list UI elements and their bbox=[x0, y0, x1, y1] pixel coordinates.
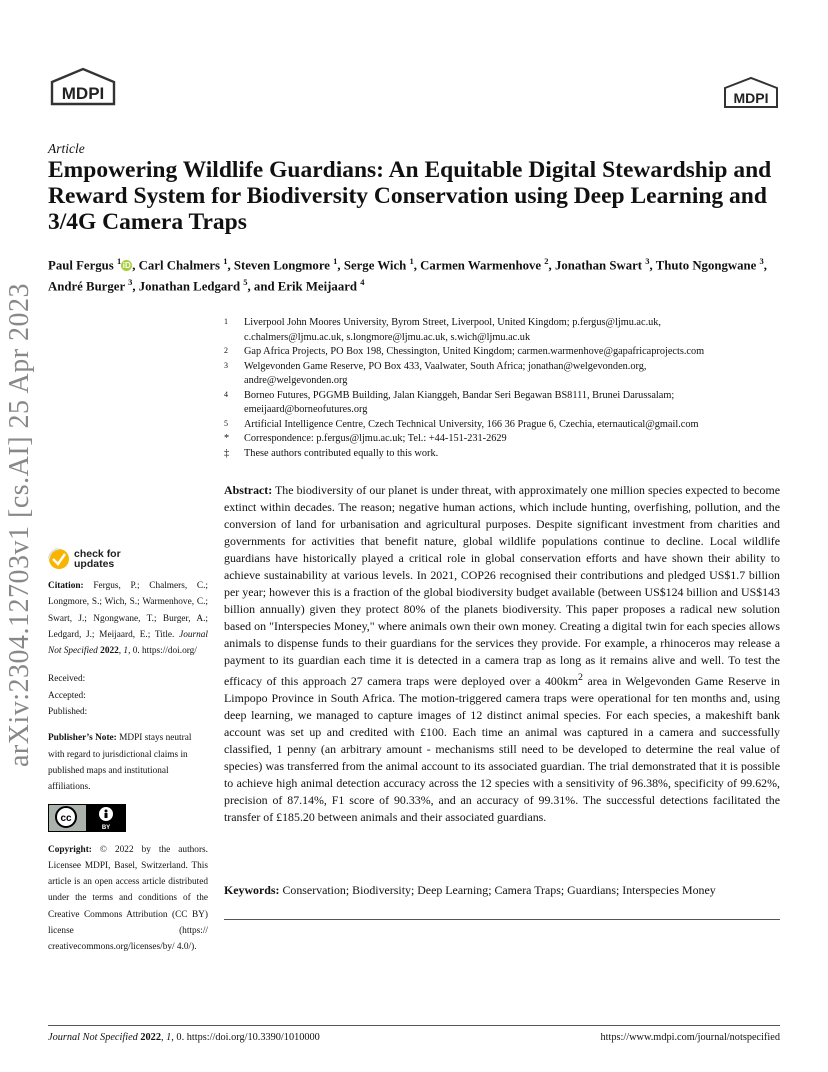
footer-divider bbox=[48, 1025, 780, 1026]
author-name: Thuto Ngongwane bbox=[655, 258, 760, 273]
affiliation-line: emeijaard@borneofutures.org bbox=[244, 404, 368, 415]
publisher-note-text: MDPI stays neutral with regard to jurisdictional claims in published maps and institutional affiliations. bbox=[48, 733, 192, 793]
author-affiliation-mark: 1 bbox=[409, 256, 414, 266]
affiliation-line: These authors contributed equally to this work. bbox=[244, 447, 439, 459]
publisher-note-label: Publisher’s Note: bbox=[48, 733, 117, 744]
author-name: Carl Chalmers bbox=[138, 258, 224, 273]
abstract bbox=[224, 482, 780, 826]
keywords-text: Conservation; Biodiversity; Deep Learning; Camera Traps; Guardians; Interspecies Money bbox=[282, 883, 716, 897]
affiliation-item bbox=[224, 316, 779, 345]
affiliation-mark: ‡ bbox=[224, 447, 230, 459]
date-accepted: Accepted: bbox=[48, 690, 86, 701]
footer-url[interactable]: https://www.mdpi.com/journal/notspecified bbox=[600, 1032, 780, 1043]
date-received: Received: bbox=[48, 674, 86, 685]
footer-citation: Journal Not Specified 2022, 1, 0. https://doi.org/10.3390/1010000 bbox=[48, 1032, 320, 1043]
affiliation-mark: 1 bbox=[224, 317, 228, 326]
check-updates-line1: check for bbox=[74, 547, 121, 560]
copyright-text: © 2022 by the authors. Licensee MDPI, Basel, Switzerland. This article is an open access article distributed under the terms and conditions of the Creative Commons Attribution (CC BY) license (https:// creativecommons.org/licenses/by/ 4.0/). bbox=[48, 844, 208, 953]
author-list: Paul Fergus $^1$ iD , Carl Chalmers $^1$, Steven Longmore $^1$, Serge Wich $^1$, Carmen Warmenhove $^2$, Jonathan Swart $^3$, Thuto Ngongwane $^3$, André Burger $^3$, Jonathan Ledgard $^5$, and Erik Meijaard $^4$ bbox=[48, 256, 767, 294]
keywords bbox=[224, 882, 780, 899]
affiliation-item bbox=[224, 345, 779, 360]
citation-year: 2022 bbox=[100, 646, 119, 657]
footer-journal: Journal Not Specified bbox=[48, 1032, 138, 1043]
author-name: Jonathan Ledgard bbox=[138, 279, 244, 294]
cc-badge-left: cc bbox=[60, 812, 72, 824]
citation: Citation: Fergus, P.; Chalmers, C.; Longmore, S.; Wich, S.; Warmenhove, C.; Swart, J.; Ngongwane, T.; Burger, A.; Ledgard, J.; Meijaard, E.; Title. Journal Not Specified 2022, 1, 0. https://doi.org/ bbox=[48, 581, 209, 657]
cc-by-badge[interactable] bbox=[48, 804, 208, 832]
affiliation-item bbox=[224, 432, 779, 447]
affiliation-item bbox=[224, 447, 779, 462]
affiliation-line: Correspondence: p.fergus@ljmu.ac.uk; Tel.: +44-151-231-2629 bbox=[244, 433, 507, 444]
author-affiliation-mark: 2 bbox=[544, 256, 549, 266]
author-affiliation-mark: 5 bbox=[243, 277, 248, 288]
author-name: Jonathan Swart bbox=[554, 258, 646, 273]
abstract-label: Abstract: bbox=[224, 483, 273, 497]
affiliation-mark: 2 bbox=[224, 346, 228, 355]
citation-page: , 0. bbox=[128, 646, 140, 657]
paper-title: Empowering Wildlife Guardians: An Equitable Digital Stewardship and Reward System for Biodiversity Conservation using Deep Learning and 3/4G Camera Traps bbox=[48, 157, 772, 235]
publisher-note bbox=[48, 730, 208, 795]
author-affiliation-mark: 1 bbox=[333, 256, 338, 266]
author-name: Erik Meijaard bbox=[277, 279, 361, 294]
citation-journal: Journal Not Specified bbox=[48, 629, 208, 657]
author-name: Serge Wich bbox=[343, 258, 410, 273]
affiliation-text bbox=[244, 447, 438, 462]
affiliation-item bbox=[224, 389, 779, 418]
keywords-divider bbox=[224, 919, 780, 920]
affiliation-line: Artificial Intelligence Centre, Czech Technical University, 166 36 Prague 6, Czechia, eternautical@gmail.com bbox=[244, 418, 699, 430]
check-for-updates[interactable] bbox=[48, 548, 208, 570]
dates bbox=[48, 671, 208, 720]
mdpi-logo-text-right: MDPI bbox=[733, 90, 769, 106]
affiliation-text bbox=[244, 360, 646, 389]
affiliation-item bbox=[224, 418, 779, 433]
author-affiliation-mark: 3 bbox=[759, 256, 764, 266]
cc-by-icon bbox=[48, 804, 126, 832]
abstract-part2: area in Welgevonden Game Reserve in Limpopo Province in South Africa. The motion-triggered camera traps were operational for ten months and, using deep learning, we managed to capture images of 12 distinct animal species. For each species, a makeshift bank account was set up and credited with £100. Each time an animal was captured in a camera and successfully classified, 1 penny (an arbitrary amount - mechanisms still need to be developed to determine the real value of species) was transferred from the animal account to its associated guardian. The trial demonstrated that it is possible to achieve high animal detection accuracy across the 12 species with a sensitivity of 96.38%, specificity of 99.62%, precision of 87.14%, F1 score of 90.33%, and an accuracy of 99.31%. The successful detections facilitated the transfer of £185.20 between animals and their associated guardians. bbox=[224, 673, 780, 824]
author-name: André Burger bbox=[48, 279, 129, 294]
arxiv-stamp: arXiv:2304.12703v1 [cs.AI] 25 Apr 2023 bbox=[4, 282, 35, 768]
citation-label: Citation: bbox=[48, 581, 84, 591]
affiliation-mark: 4 bbox=[224, 389, 228, 399]
check-updates-icon bbox=[48, 548, 70, 570]
footer-doi[interactable]: , 0. https://doi.org/10.3390/1010000 bbox=[171, 1032, 320, 1043]
author-affiliation-mark: 3 bbox=[128, 277, 133, 288]
citation-vol: 1 bbox=[123, 646, 129, 657]
mdpi-logo-right bbox=[722, 76, 780, 110]
affiliation-mark: * bbox=[224, 433, 230, 444]
affiliation-line: Welgevonden Game Reserve, PO Box 433, Vaalwater, South Africa; jonathan@welgevonden.org, bbox=[244, 360, 647, 372]
mdpi-logo-icon bbox=[48, 66, 118, 110]
affiliation-mark: 3 bbox=[224, 360, 228, 370]
affiliation-line: c.chalmers@ljmu.ac.uk, s.longmore@ljmu.ac.uk, s.wich@ljmu.ac.uk bbox=[244, 331, 531, 343]
cc-badge-right: BY bbox=[101, 824, 111, 831]
affiliation-text bbox=[244, 389, 674, 418]
mdpi-logo-text: MDPI bbox=[61, 84, 105, 103]
author-affiliation-mark: 4 bbox=[360, 277, 365, 288]
footer-vol: 1 bbox=[166, 1032, 172, 1043]
abstract-sup: 2 bbox=[578, 672, 583, 683]
author-name: Paul Fergus bbox=[48, 258, 117, 273]
affiliation-item bbox=[224, 360, 779, 389]
affiliation-line: Borneo Futures, PGGMB Building, Jalan Kianggeh, Bandar Seri Begawan BS8111, Brunei Darussalam; bbox=[244, 389, 675, 401]
affiliation-text bbox=[244, 345, 704, 360]
keywords-label: Keywords: bbox=[224, 883, 280, 897]
mdpi-logo-icon bbox=[722, 76, 780, 110]
author-affiliation-mark: 1 bbox=[116, 256, 122, 266]
affiliation-text bbox=[244, 418, 699, 433]
affiliation-line: andre@welgevonden.org bbox=[244, 375, 348, 386]
affiliations bbox=[224, 316, 779, 461]
affiliation-line: Gap Africa Projects, PO Box 198, Chessington, United Kingdom; carmen.warmenhove@gapafricaprojects.com bbox=[244, 346, 705, 357]
sidebar bbox=[48, 548, 208, 956]
citation-doi[interactable]: https://doi.org/ bbox=[142, 646, 197, 657]
citation-text: Fergus, P.; Chalmers, C.; Longmore, S.; Wich, S.; Warmenhove, C.; Swart, J.; Ngongwane, T.; Burger, A.; Ledgard, J.; Meijaard, E.; Title. bbox=[48, 581, 209, 640]
author-affiliation-mark: 1 bbox=[223, 256, 228, 266]
footer-year: 2022 bbox=[140, 1032, 161, 1043]
orcid-icon[interactable]: iD bbox=[122, 261, 131, 271]
abstract-part1: The biodiversity of our planet is under threat, with approximately one million species expected to become extinct within decades. The reason; negative human actions, which include hunting, overfishing, pollution, and the conversion of land for urbanisation and agricultural purposes. Despite significant investment from charities and governments for activities that benefit nature, global wildlife populations continue to decline. Local wildlife guardians have historically played a critical role in global conservation efforts and have shown their ability to achieve sustainability at various levels. In 2021, COP26 recognised their contributions and pledged US$1.7 billion per year; however this is a fraction of the global biodiversity budget available (between US$124 billion and US$143 billion annually) given they protect 80% of the planets biodiversity. This paper proposes a radical new solution based on "Interspecies Money," where animals own their own money. Creating a digital twin for each species allows animals to dispense funds to their guardians for the services they provide. For example, a rhinoceros may release a payment to its guardian each time it is detected in a camera trap as long as it remains alive and well. To test the efficacy of this approach 27 camera traps were deployed over a 400km bbox=[224, 483, 780, 688]
author-name: Carmen Warmenhove bbox=[420, 258, 545, 273]
check-updates-line2: updates bbox=[74, 558, 115, 570]
affiliation-text bbox=[244, 432, 507, 447]
affiliation-mark: 5 bbox=[224, 418, 228, 428]
copyright bbox=[48, 842, 208, 956]
affiliation-line: Liverpool John Moores University, Byrom Street, Liverpool, United Kingdom; p.fergus@ljmu.ac.uk, bbox=[244, 317, 662, 328]
article-type: Article bbox=[48, 141, 85, 156]
author-affiliation-mark: 3 bbox=[645, 256, 650, 266]
copyright-label: Copyright: bbox=[48, 844, 92, 855]
date-published: Published: bbox=[48, 707, 88, 718]
affiliation-text bbox=[244, 316, 661, 345]
author-name: Steven Longmore bbox=[233, 258, 334, 273]
mdpi-logo-left bbox=[48, 66, 118, 110]
